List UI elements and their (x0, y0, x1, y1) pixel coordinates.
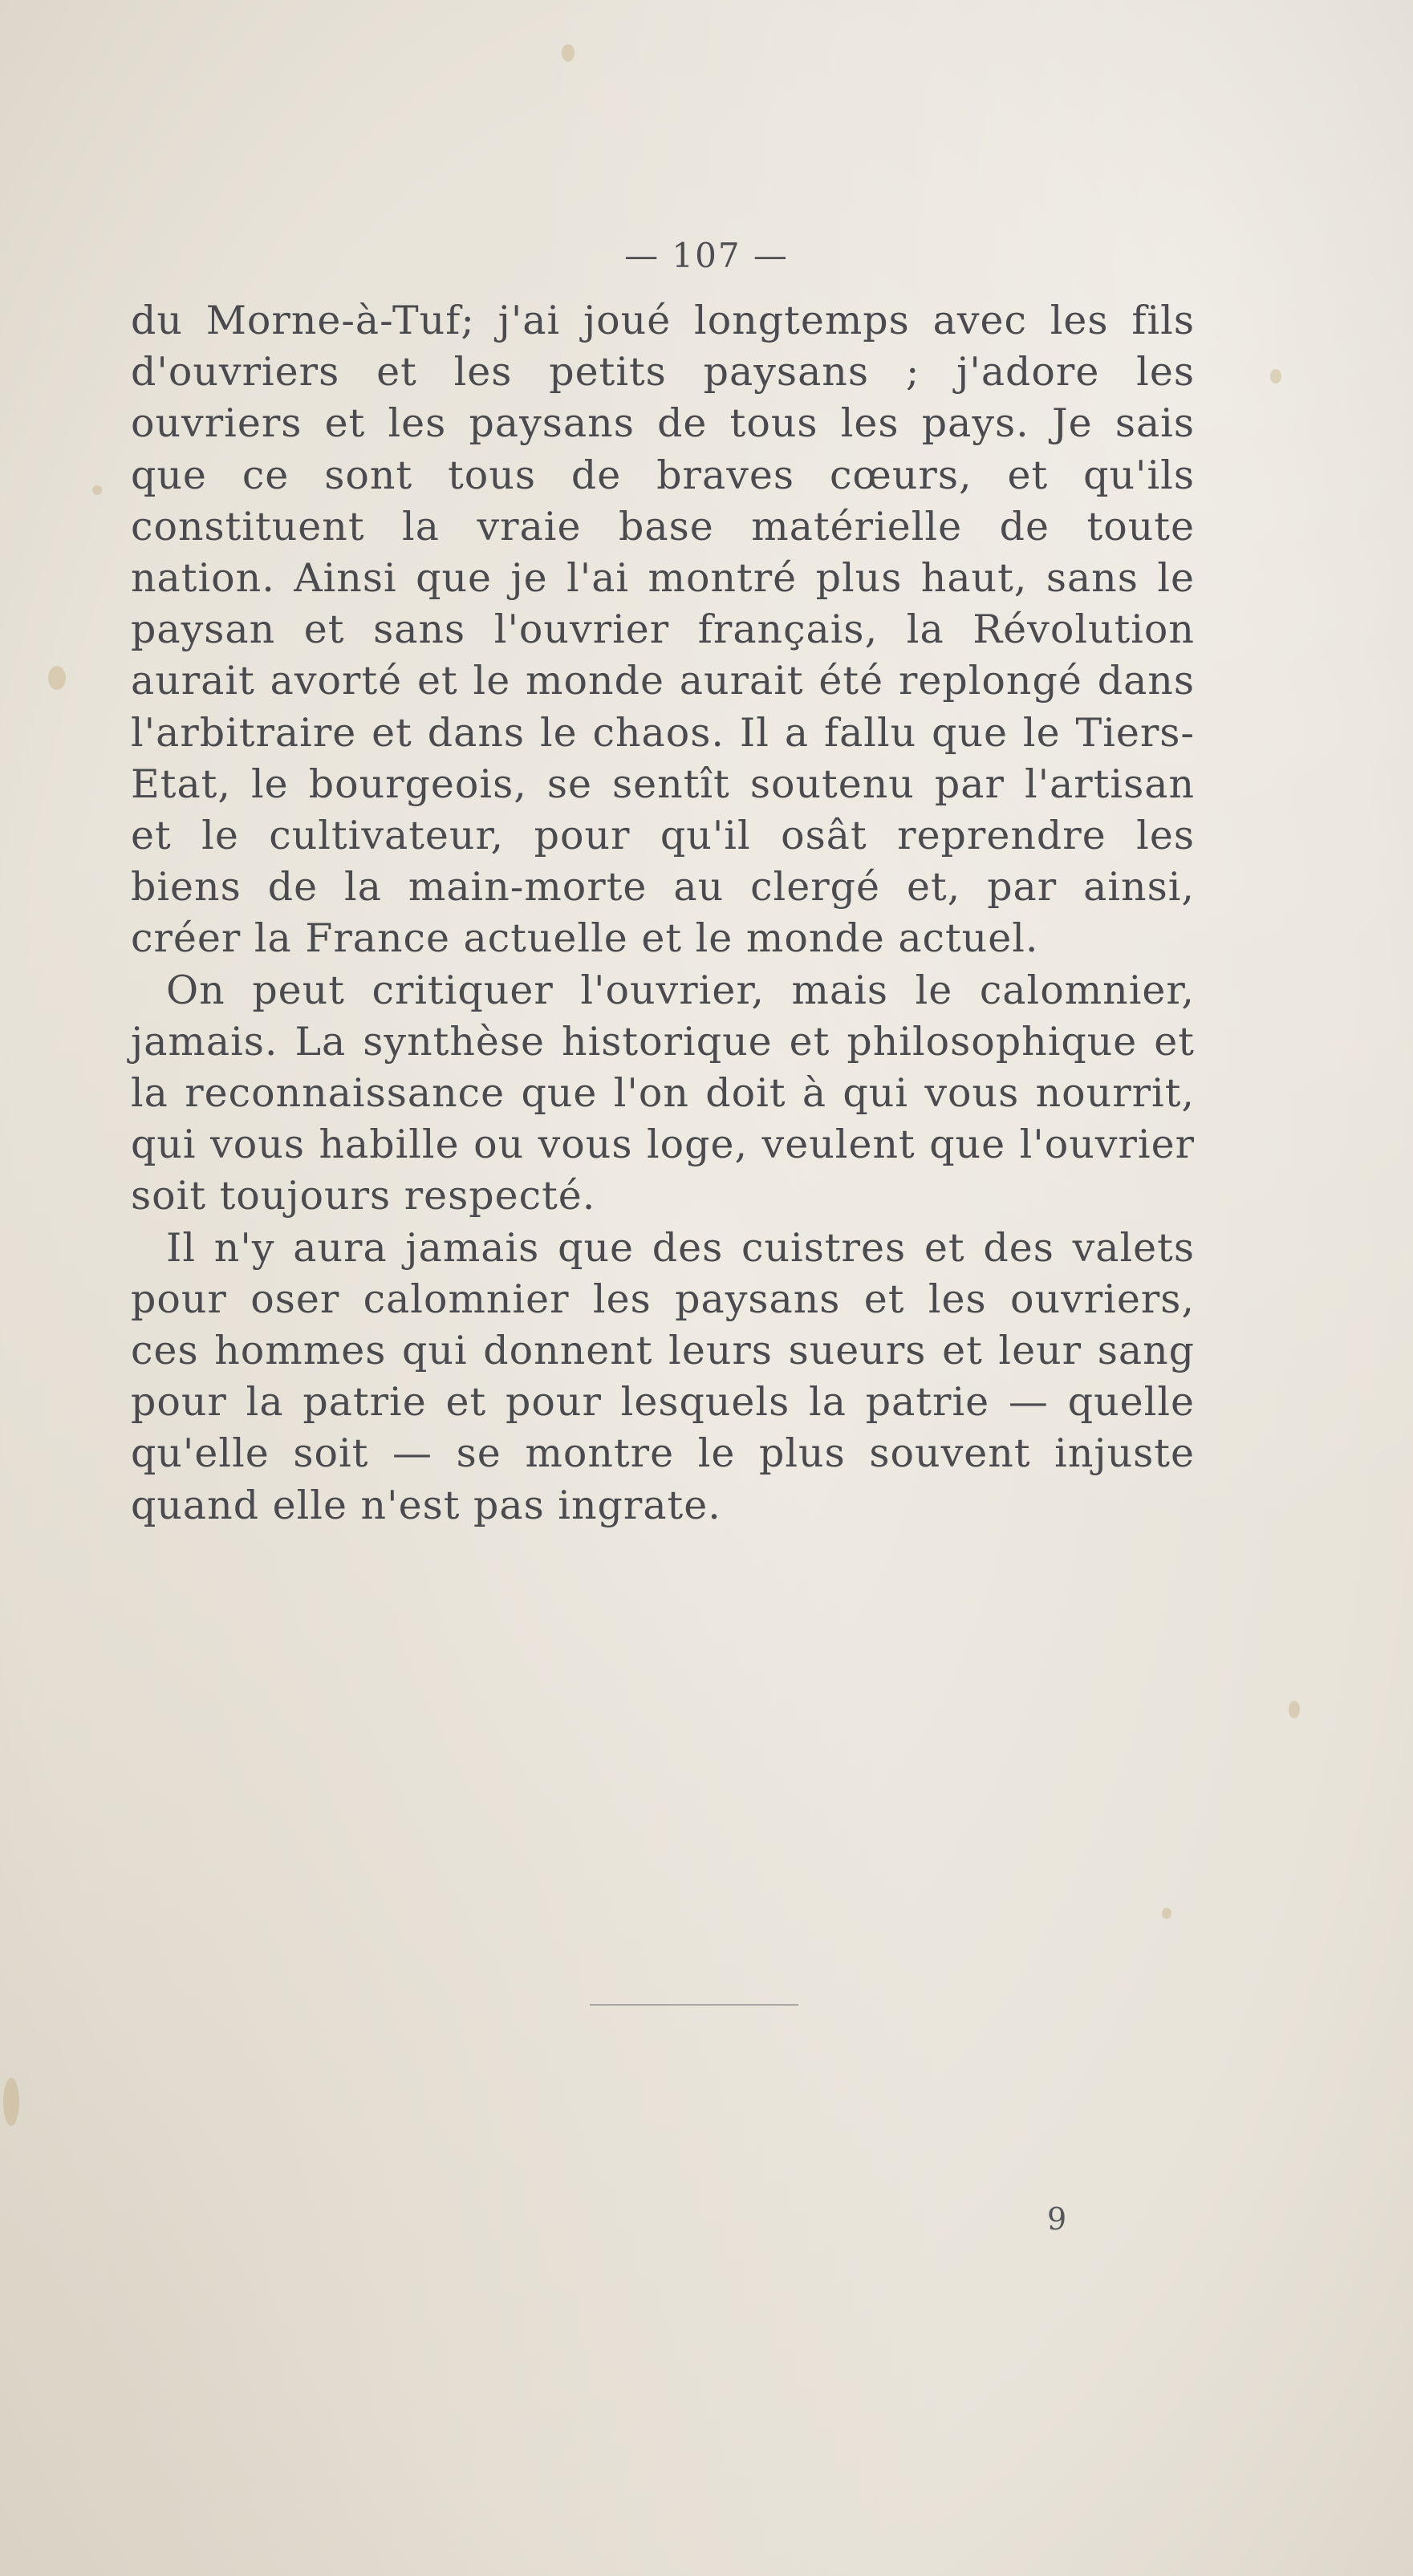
foxing-spot (48, 666, 66, 690)
signature-mark: 9 (1047, 2201, 1067, 2237)
body-text (131, 295, 1195, 1531)
paragraph-2: On peut critiquer l'ouvrier, mais le calomnier, jamais. La synthèse historique et philosophique et la reconnaissance que l'on doit à qui vous nourrit, qui vous habille ou vous loge, veulent que l'ouvrier soit toujours respecté. (131, 967, 1195, 1219)
section-divider (590, 2004, 798, 2006)
foxing-spot (92, 485, 102, 495)
foxing-spot (1289, 1701, 1300, 1718)
page-number: — 107 — (624, 236, 789, 275)
foxing-spot (562, 44, 575, 62)
paragraph-1: du Morne-à-Tuf; j'ai joué longtemps avec les fils d'ouvriers et les petits paysans ; j'adore les ouvriers et les paysans de tous les pays. Je sais que ce sont tous de braves cœurs, et qu'ils constituent la vraie base matérielle de toute nation. Ainsi que je l'ai montré plus haut, sans le paysan et sans l'ouvrier français, la Révolution aurait avorté et le monde aurait été replongé dans l'arbitraire et dans le chaos. Il a fallu que le Tiers-Etat, le bourgeois, se sentît soutenu par l'artisan et le cultivateur, pour qu'il osât reprendre les biens de la main-morte au clergé et, par ainsi, créer la France actuelle et le monde actuel. (131, 298, 1195, 962)
paragraph-3: Il n'y aura jamais que des cuistres et des valets pour oser calomnier les paysans et les ouvriers, ces hommes qui donnent leurs sueurs et leur sang pour la patrie et pour lesquels la patrie — quelle qu'elle soit — se montre le plus souvent injuste quand elle n'est pas ingrate. (131, 1224, 1195, 1528)
foxing-spot (1162, 1908, 1171, 1919)
foxing-spot (3, 2078, 19, 2126)
foxing-spot (1270, 369, 1281, 383)
